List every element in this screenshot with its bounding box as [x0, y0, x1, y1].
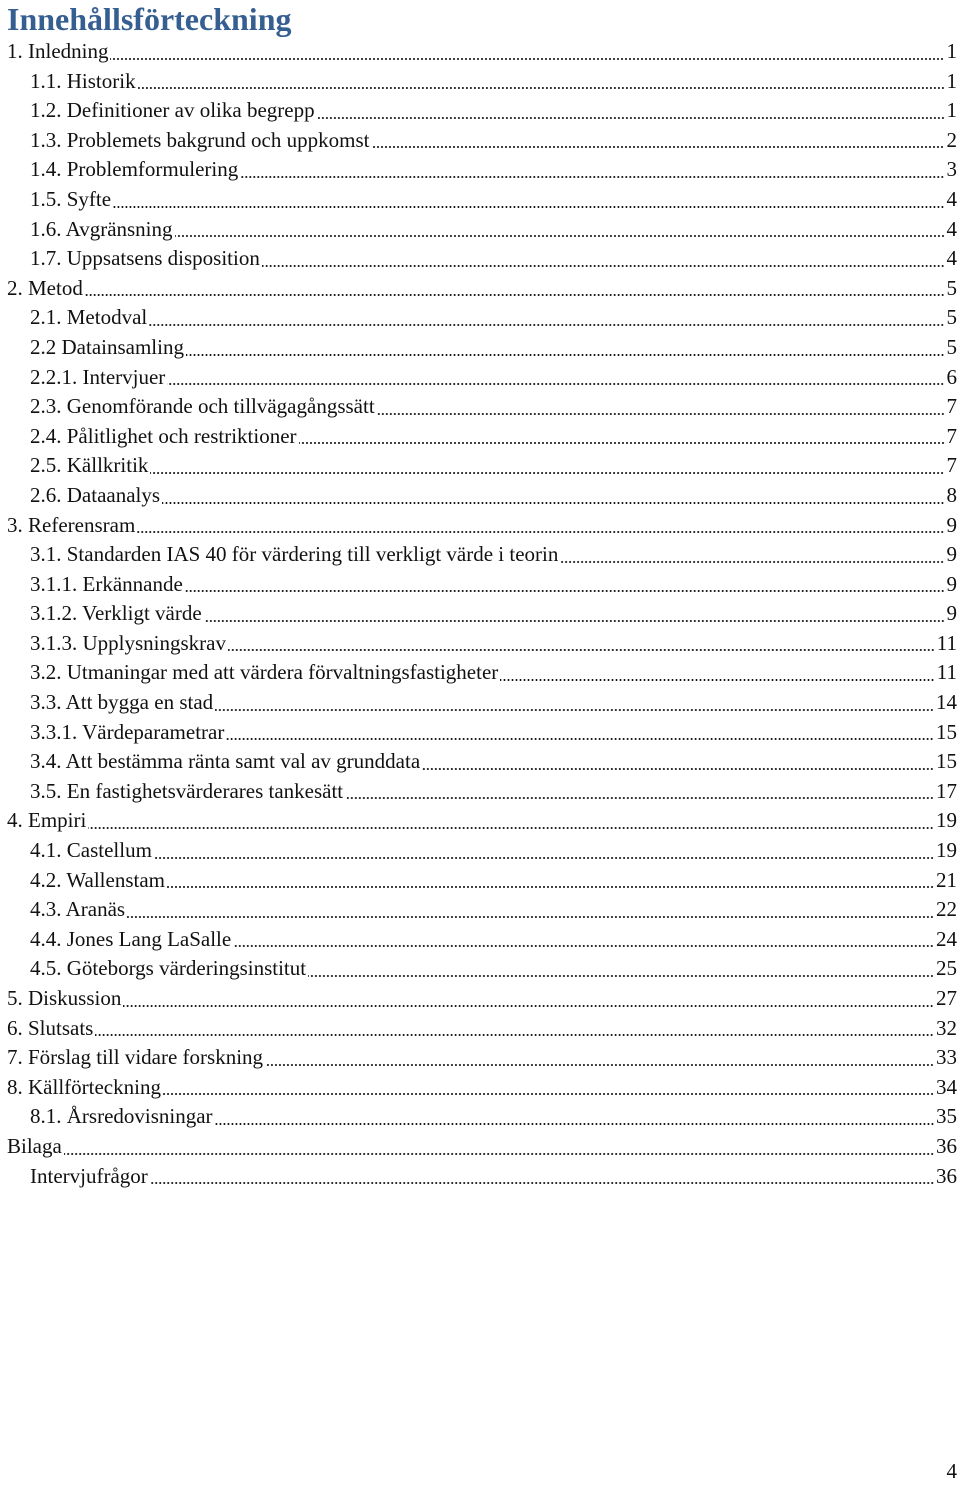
dot-leader — [85, 294, 945, 296]
toc-entry[interactable] — [0, 540, 960, 570]
toc-entry[interactable] — [0, 866, 960, 896]
toc-entry-page: 3 — [946, 157, 957, 182]
toc-entry-page: 15 — [936, 719, 957, 744]
toc-entry-page: 25 — [936, 956, 957, 981]
toc-entry[interactable] — [0, 392, 960, 422]
toc-entry-page: 5 — [946, 334, 957, 359]
toc-entry[interactable] — [0, 984, 960, 1014]
toc-entry-page: 8 — [946, 482, 957, 507]
toc-entry[interactable] — [0, 954, 960, 984]
toc-entry-title: 3.1. Standarden IAS 40 för värdering till verkligt värde i teorin — [30, 542, 559, 567]
toc-entry[interactable] — [0, 629, 960, 659]
toc-entry-page: 7 — [946, 394, 957, 419]
dot-leader — [162, 502, 944, 504]
toc-heading: Innehållsförteckning — [7, 1, 292, 37]
dot-leader — [150, 1182, 934, 1184]
toc-entry[interactable] — [0, 1043, 960, 1073]
toc-entry-title: 2.3. Genomförande och tillvägagångssätt — [30, 394, 375, 419]
dot-leader — [240, 176, 944, 178]
toc-entry[interactable] — [0, 303, 960, 333]
toc-entry-title: 2.5. Källkritik — [30, 453, 149, 478]
toc-entry-title: 1.7. Uppsatsens disposition — [30, 246, 260, 271]
toc-entry-page: 4 — [946, 216, 957, 241]
toc-entry[interactable] — [0, 1014, 960, 1044]
toc-entry-title: 8. Källförteckning — [7, 1074, 161, 1099]
toc-entry-page: 9 — [946, 571, 957, 596]
dot-leader — [64, 1153, 934, 1155]
toc-entry-page: 1 — [946, 39, 957, 63]
toc-entry-page: 19 — [936, 808, 957, 833]
dot-leader — [377, 413, 945, 415]
toc-entry[interactable] — [0, 1132, 960, 1162]
toc-entry[interactable] — [0, 688, 960, 718]
toc-entry[interactable] — [0, 244, 960, 274]
toc-entry-page: 1 — [946, 68, 957, 93]
dot-leader — [308, 975, 934, 977]
page-number: 4 — [946, 1459, 957, 1483]
dot-leader — [185, 590, 945, 592]
toc-entry[interactable] — [0, 67, 960, 97]
dot-leader — [113, 206, 944, 208]
toc-entry[interactable] — [0, 747, 960, 777]
toc-entry-page: 11 — [936, 660, 957, 685]
toc-entry-page: 15 — [936, 749, 957, 774]
toc-entry-title: 5. Diskussion — [7, 986, 122, 1010]
toc-entry-page: 36 — [936, 1133, 957, 1158]
dot-leader — [422, 768, 934, 770]
dot-leader — [154, 857, 934, 859]
toc-entry-title: 1.2. Definitioner av olika begrepp — [30, 98, 315, 123]
toc-entry[interactable] — [0, 895, 960, 925]
toc-entry[interactable] — [0, 126, 960, 156]
toc-entry-page: 9 — [946, 601, 957, 626]
toc-entry-page: 32 — [936, 1015, 957, 1040]
toc-entry-title: 1.3. Problemets bakgrund och uppkomst — [30, 127, 370, 152]
toc-entry[interactable] — [0, 599, 960, 629]
toc-entry-page: 21 — [936, 867, 957, 892]
toc-entry-page: 9 — [946, 542, 957, 567]
toc-entry-page: 33 — [936, 1045, 957, 1070]
toc-entry-page: 36 — [936, 1163, 957, 1188]
dot-leader — [371, 146, 944, 148]
toc-entry-title: 1.5. Syfte — [30, 186, 112, 211]
dot-leader — [175, 235, 945, 237]
toc-entry[interactable] — [0, 718, 960, 748]
toc-entry[interactable] — [0, 363, 960, 393]
toc-entry-page: 22 — [936, 897, 957, 922]
table-of-contents — [0, 37, 960, 1191]
dot-leader — [299, 442, 945, 444]
toc-entry-page: 17 — [936, 778, 957, 803]
toc-entry-title: 2.6. Dataanalys — [30, 482, 161, 507]
toc-entry-title: 3.5. En fastighetsvärderares tankesätt — [30, 778, 344, 803]
toc-entry[interactable] — [0, 836, 960, 866]
toc-entry[interactable] — [0, 1162, 960, 1192]
toc-entry[interactable] — [0, 658, 960, 688]
toc-entry-page: 4 — [946, 186, 957, 211]
dot-leader — [560, 561, 944, 563]
toc-entry-title: 3.1.2. Verkligt värde — [30, 601, 202, 626]
toc-entry[interactable] — [0, 185, 960, 215]
dot-leader — [228, 649, 935, 651]
toc-entry-page: 7 — [946, 423, 957, 448]
toc-entry-title: 4.3. Aranäs — [30, 897, 126, 922]
toc-entry-title: 4.4. Jones Lang LaSalle — [30, 926, 232, 951]
toc-entry-page: 35 — [936, 1104, 957, 1129]
toc-entry-title: 3.3.1. Värdeparametrar — [30, 719, 225, 744]
toc-entry[interactable] — [0, 215, 960, 245]
toc-entry-page: 2 — [946, 127, 957, 152]
toc-entry[interactable] — [0, 155, 960, 185]
toc-entry-title: 4.5. Göteborgs värderingsinstitut — [30, 956, 307, 981]
toc-entry[interactable] — [0, 481, 960, 511]
toc-entry-title: 1.1. Historik — [30, 68, 136, 93]
toc-entry[interactable] — [0, 511, 960, 541]
toc-entry[interactable] — [0, 37, 960, 67]
toc-entry-title: 2.2.1. Intervjuer — [30, 364, 166, 389]
dot-leader — [123, 1005, 934, 1007]
toc-entry-page: 14 — [936, 690, 957, 715]
toc-entry-page: 4 — [946, 246, 957, 271]
dot-leader — [215, 709, 934, 711]
dot-leader — [233, 945, 934, 947]
toc-entry-title: 1.4. Problemformulering — [30, 157, 239, 182]
toc-entry[interactable] — [0, 570, 960, 600]
dot-leader — [500, 679, 935, 681]
toc-entry-title: 3.3. Att bygga en stad — [30, 690, 214, 715]
toc-entry-title: 7. Förslag till vidare forskning — [7, 1045, 264, 1070]
toc-entry-page: 7 — [946, 453, 957, 478]
toc-entry-title: 2.1. Metodval — [30, 305, 148, 330]
toc-entry-title: 1. Inledning — [7, 39, 109, 63]
toc-entry-title: 6. Slutsats — [7, 1015, 94, 1040]
toc-entry-page: 24 — [936, 926, 957, 951]
toc-entry[interactable] — [0, 806, 960, 836]
toc-entry[interactable] — [0, 777, 960, 807]
dot-leader — [215, 1123, 934, 1125]
dot-leader — [317, 117, 945, 119]
dot-leader — [110, 58, 944, 60]
toc-entry-title: 3. Referensram — [7, 512, 136, 537]
toc-entry-title: 4. Empiri — [7, 808, 87, 833]
toc-entry-title: Bilaga — [7, 1133, 62, 1158]
dot-leader — [204, 620, 945, 622]
toc-entry[interactable] — [0, 1073, 960, 1103]
toc-entry-page: 1 — [946, 98, 957, 123]
toc-entry[interactable] — [0, 1102, 960, 1132]
toc-entry-page: 11 — [936, 630, 957, 655]
toc-entry-title: 4.2. Wallenstam — [30, 867, 165, 892]
dot-leader — [167, 886, 934, 888]
toc-entry-page: 19 — [936, 838, 957, 863]
toc-entry-title: 8.1. Årsredovisningar — [30, 1104, 213, 1129]
toc-entry[interactable] — [0, 422, 960, 452]
toc-entry-page: 9 — [946, 512, 957, 537]
toc-entry[interactable] — [0, 274, 960, 304]
toc-entry-title: 3.1.3. Upplysningskrav — [30, 630, 226, 655]
toc-entry[interactable] — [0, 925, 960, 955]
toc-entry-title: 3.4. Att bestämma ränta samt val av grunddata — [30, 749, 421, 774]
dot-leader — [167, 383, 944, 385]
toc-entry-page: 34 — [936, 1074, 957, 1099]
dot-leader — [345, 797, 934, 799]
dot-leader — [138, 87, 945, 89]
toc-entry-title: 3.1.1. Erkännande — [30, 571, 183, 596]
toc-entry-page: 27 — [936, 986, 957, 1010]
dot-leader — [95, 1034, 934, 1036]
toc-entry-title: Intervjufrågor — [30, 1163, 148, 1188]
toc-entry-title: 2.2 Datainsamling — [30, 334, 184, 359]
dot-leader — [163, 1093, 934, 1095]
toc-entry-title: 2.4. Pålitlighet och restriktioner — [30, 423, 297, 448]
dot-leader — [137, 531, 944, 533]
dot-leader — [265, 1064, 934, 1066]
toc-entry-page: 6 — [946, 364, 957, 389]
dot-leader — [150, 472, 944, 474]
toc-entry-title: 3.2. Utmaningar med att värdera förvaltningsfastigheter — [30, 660, 499, 685]
toc-entry-title: 2. Metod — [7, 275, 83, 300]
toc-entry[interactable] — [0, 96, 960, 126]
dot-leader — [226, 738, 934, 740]
dot-leader — [149, 324, 944, 326]
toc-entry[interactable] — [0, 451, 960, 481]
toc-entry-title: 1.6. Avgränsning — [30, 216, 173, 241]
dot-leader — [88, 827, 934, 829]
toc-entry-title: 4.1. Castellum — [30, 838, 152, 863]
toc-entry[interactable] — [0, 333, 960, 363]
toc-entry-page: 5 — [946, 275, 957, 300]
toc-entry-page: 5 — [946, 305, 957, 330]
dot-leader — [127, 916, 934, 918]
dot-leader — [262, 265, 945, 267]
dot-leader — [186, 354, 945, 356]
